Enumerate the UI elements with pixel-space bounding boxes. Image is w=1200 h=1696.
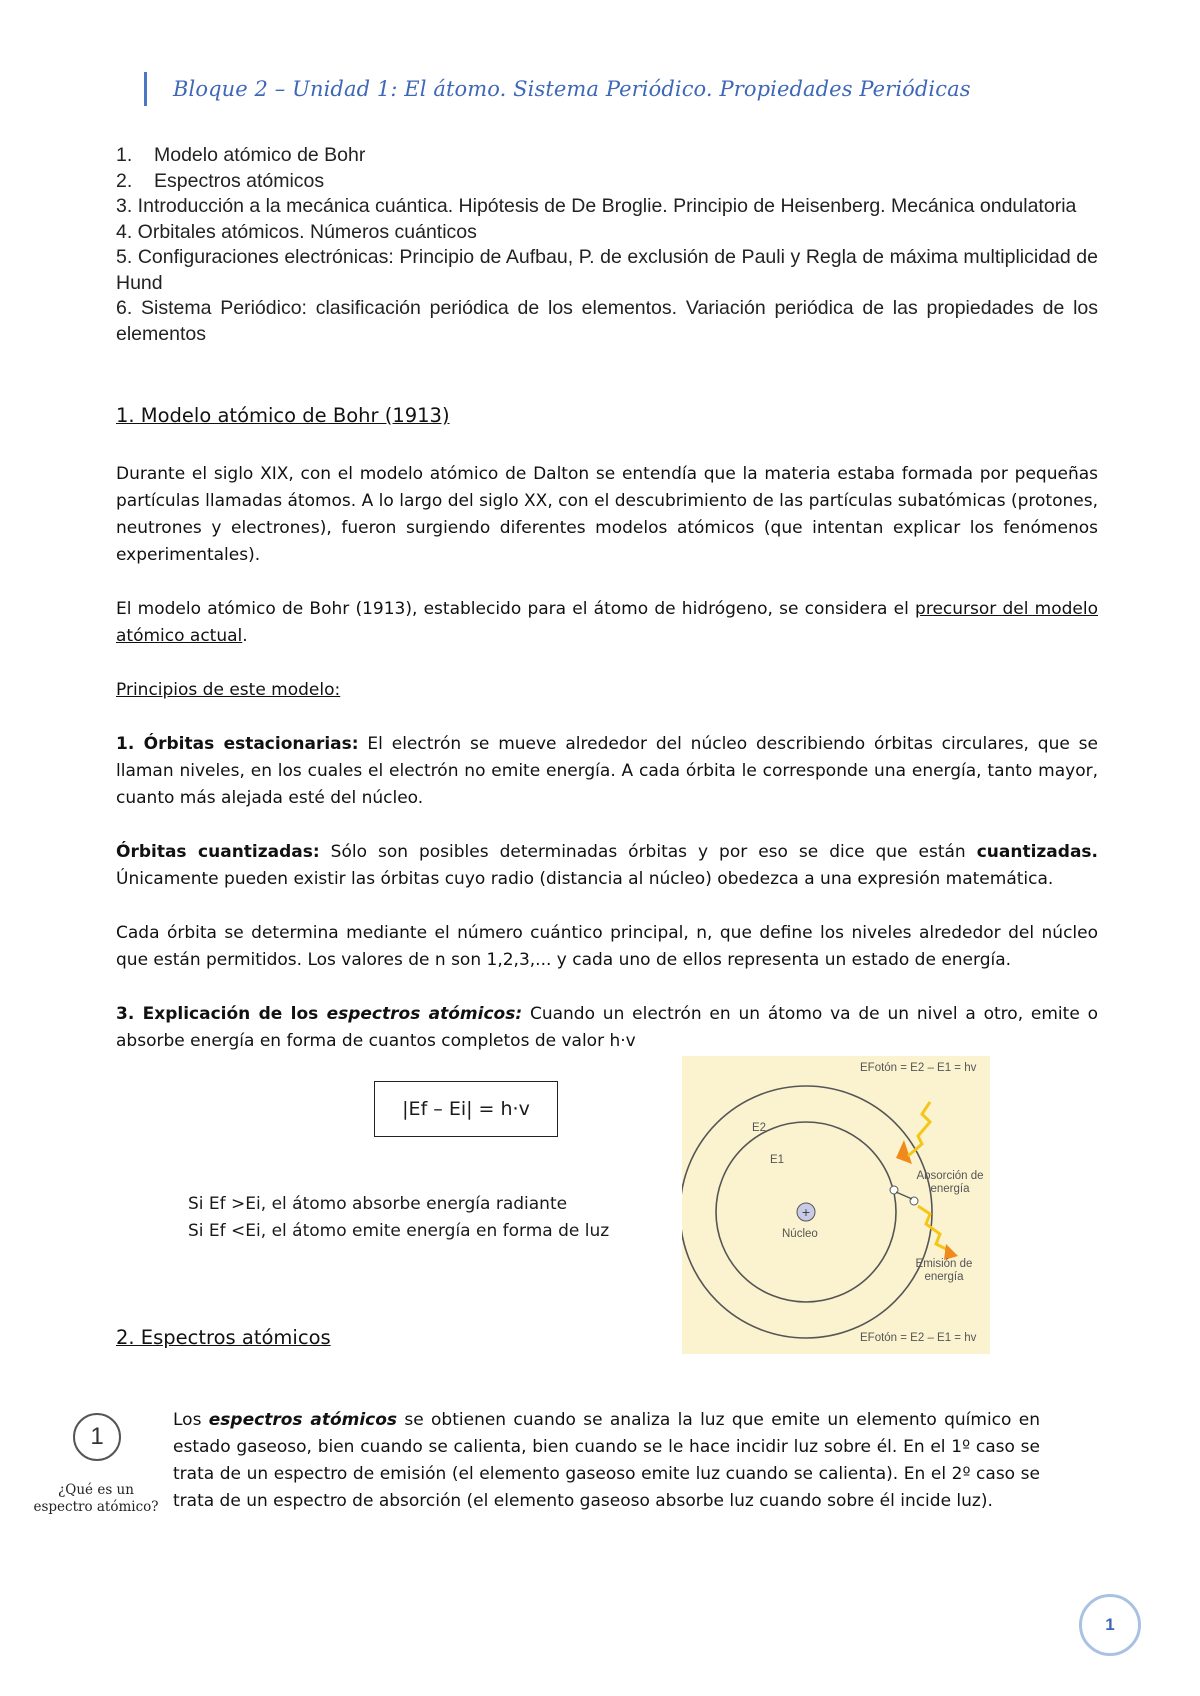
emission-label: Emisión de energía <box>915 1258 973 1283</box>
absorption-label: Absorción de energía <box>916 1170 984 1195</box>
principle-3: 3. Explicación de los espectros atómicos: Cuando un electrón en un átomo va de un nivel a otro, emite o absorbe energía en forma de cuantos completos de valor h·v <box>116 1004 1098 1051</box>
toc-item: 1. Modelo atómico de Bohr <box>116 144 366 166</box>
e1-label: E1 <box>770 1154 785 1166</box>
section-1-paragraph-2: El modelo atómico de Bohr (1913), establecido para el átomo de hidrógeno, se considera el precursor del modelo atómico actual. <box>116 599 1098 646</box>
e2-label: E2 <box>752 1122 767 1134</box>
absorption-arrow-icon <box>896 1140 912 1164</box>
toc-item: 6. Sistema Periódico: clasificación periódica de los elementos. Variación periódica de las propiedades de los elementos <box>116 297 1098 345</box>
page-header <box>144 72 971 106</box>
precursor-underline: precursor del modelo atómico actual <box>116 599 1098 646</box>
page-number: 1 <box>1079 1594 1141 1656</box>
transition-arrow-icon <box>896 1192 912 1199</box>
photon-energy-label-top: EFotón = E2 – E1 = hv <box>860 1062 977 1074</box>
bohr-orbit-figure <box>682 1056 990 1354</box>
section-1-paragraph-1: Durante el siglo XIX, con el modelo atómico de Dalton se entendía que la materia estaba formada por pequeñas partículas llamadas átomos. A lo largo del siglo XX, con el descubrimiento de las partículas subatómicas (protones, neutrones y electrones), fueron surgiendo diferentes modelos atómicos (que intentan explicar los fenómenos experimentales). <box>116 464 1098 565</box>
section-2-paragraph: Los espectros atómicos se obtienen cuando se analiza la luz que emite un elemento químico en estado gaseoso, bien cuando se calienta, bien cuando se le hace incidir luz sobre él. En el 1º caso se trata de un espectro de emisión (el elemento gaseoso emite luz cuando se calienta). En el 2º caso se trata de un espectro de absorción (el elemento gaseoso absorbe luz cuando sobre él incide luz). <box>173 1410 1040 1511</box>
section-1-title: 1. Modelo atómico de Bohr (1913) <box>116 404 450 427</box>
absorption-wave-icon <box>908 1102 930 1156</box>
plus-icon: + <box>801 1206 811 1219</box>
energy-formula-box: |Ef – Ei| = h·v <box>374 1081 558 1137</box>
bohr-orbit-diagram <box>682 1056 990 1354</box>
condition-absorb: Si Ef >Ei, el átomo absorbe energía radiante <box>188 1194 568 1214</box>
toc-item: 3. Introducción a la mecánica cuántica. Hipótesis de De Broglie. Principio de Heisenberg. Mecánica ondulatoria <box>116 195 1077 217</box>
table-of-contents <box>116 143 1098 347</box>
principles-title: Principios de este modelo: <box>116 680 341 700</box>
nucleus-label: Núcleo <box>782 1228 818 1240</box>
principle-1: 1. Órbitas estacionarias: El electrón se mueve alrededor del núcleo describiendo órbitas circulares, que se llaman niveles, en los cuales el electrón no emite energía. A cada órbita le corresponde una energía, tanto mayor, cuanto más alejada esté del núcleo. <box>116 734 1098 808</box>
side-question: ¿Qué es un espectro atómico? <box>33 1482 159 1515</box>
numbered-circle: 1 <box>73 1413 121 1461</box>
principal-quantum-number-paragraph: Cada órbita se determina mediante el número cuántico principal, n, que define los niveles alrededor del núcleo que están permitidos. Los valores de n son 1,2,3,... y cada uno de ellos representa un estado de energía. <box>116 923 1098 970</box>
toc-item: 2. Espectros atómicos <box>116 169 325 192</box>
photon-energy-label-bottom: EFotón = E2 – E1 = hv <box>860 1332 977 1344</box>
toc-item: 4. Orbitales atómicos. Números cuánticos <box>116 220 477 243</box>
condition-emit: Si Ef <Ei, el átomo emite energía en forma de luz <box>188 1221 610 1241</box>
principle-quantized: Órbitas cuantizadas: Sólo son posibles determinadas órbitas y por eso se dice que están cuantizadas. Únicamente pueden existir las órbitas cuyo radio (distancia al núcleo) obedezca a una expresión matemática. <box>116 842 1098 889</box>
header-title: Bloque 2 – Unidad 1: El átomo. Sistema Periódico. Propiedades Periódicas <box>173 77 971 101</box>
section-2-title: 2. Espectros atómicos <box>116 1326 331 1349</box>
header-accent-bar <box>144 72 147 106</box>
toc-item: 5. Configuraciones electrónicas: Principio de Aufbau, P. de exclusión de Pauli y Regla de máxima multiplicidad de Hund <box>116 246 1098 294</box>
